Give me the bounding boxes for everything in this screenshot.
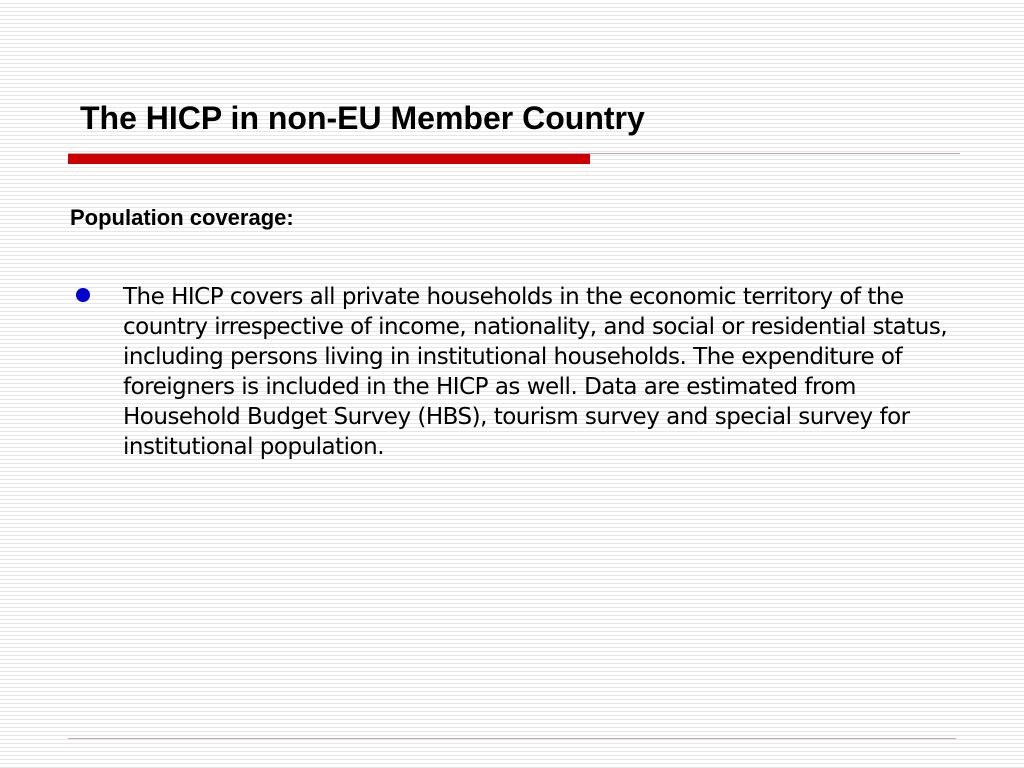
bullet-item [70,282,950,462]
bullet-list [70,282,950,462]
footer-rule [68,738,956,739]
slide-title: The HICP in non-EU Member Country [80,100,645,136]
section-heading: Population coverage: [70,205,294,230]
title-accent-bar [68,154,590,164]
bullet-text: The HICP covers all private households in the economic territory of the country irrespective of income, nationality, and social or residential status, including persons living in institutional households. The expenditure of foreigners is included in the HICP as well. Data are estimated from Household Budget Survey (HBS), tourism survey and special survey for institutional population. [123,284,948,460]
bullet-icon [76,288,90,302]
